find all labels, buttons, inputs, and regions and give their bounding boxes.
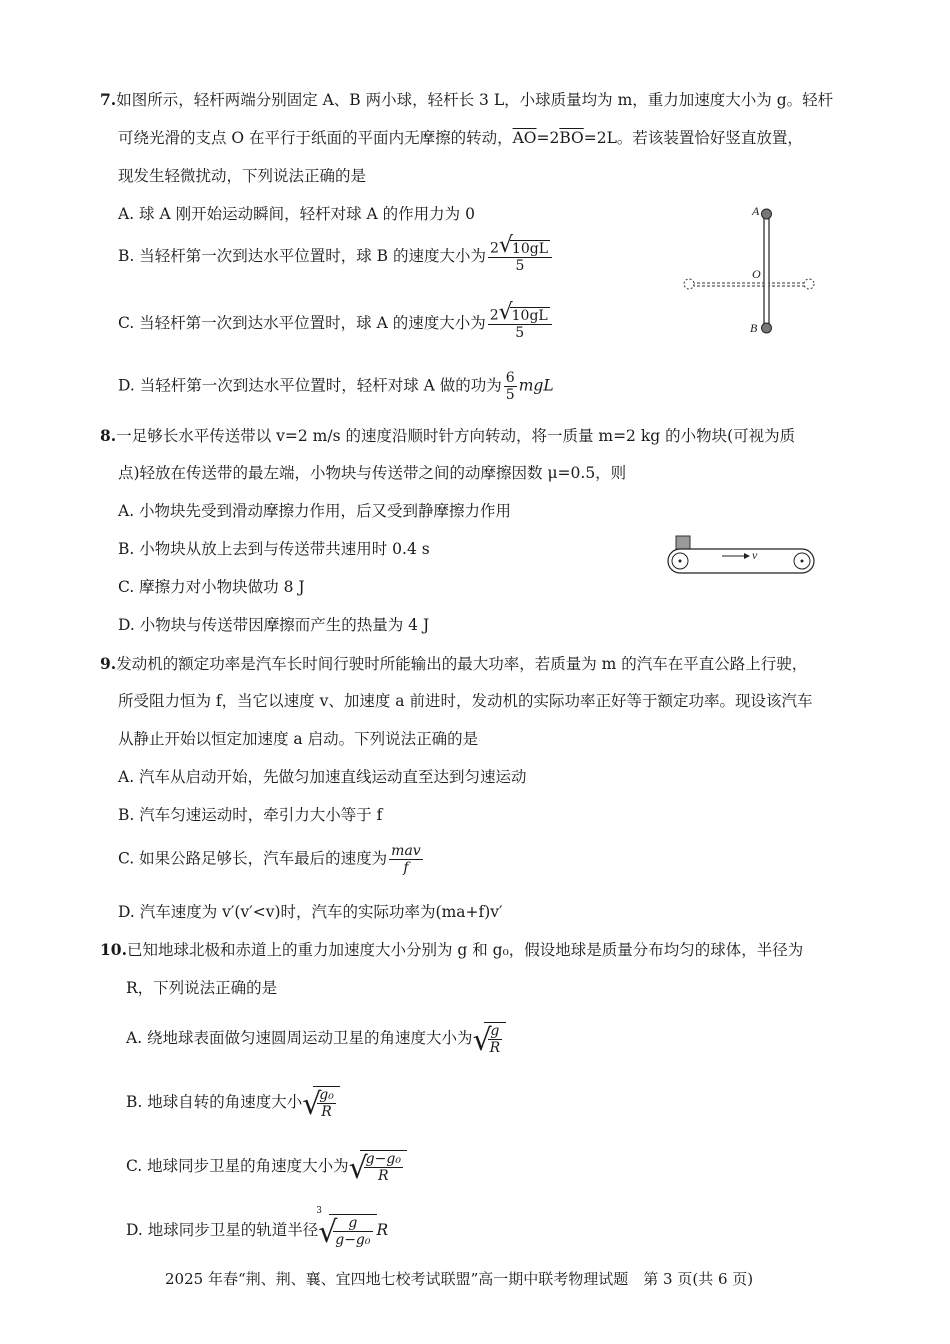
q10-option-a: A. 绕地球表面做匀速圆周运动卫星的角速度大小为 √ $\frac{g}{R}$ (126, 1022, 506, 1056)
q8-option-d: D. 小物块与传送带因摩擦而产生的热量为 4 J (118, 616, 430, 634)
q10-option-b: B. 地球自转的角速度大小 √ $\frac{\text{g₀}}{R}$ (126, 1086, 340, 1120)
q8-option-a: A. 小物块先受到滑动摩擦力作用，后又受到静摩擦力作用 (118, 502, 512, 520)
q10-option-d: D. 地球同步卫星的轨道半径 3 √ $\frac{g}{\text{g−g₀}}$ R (126, 1206, 389, 1250)
q8-conveyor-figure (662, 532, 822, 582)
q7-number: 7. (100, 90, 117, 109)
page-footer: 2025 年春“荆、荆、襄、宜四地七校考试联盟”高一期中联考物理试题 第 3 页(共 6 页) (165, 1270, 754, 1288)
q7-c-fraction: 2 √ 10gL 5 (488, 307, 552, 341)
q7-option-c: C. 当轻杆第一次到达水平位置时，球 A 的速度大小为 2 √ 10gL 5 (118, 307, 554, 341)
q9-line3: 从静止开始以恒定加速度 a 启动。下列说法正确的是 (118, 730, 479, 748)
fig-label-a: A (752, 204, 760, 218)
q7-d-fraction: $\frac{6}{5}$ (505, 370, 515, 403)
q7-line2: 可绕光滑的支点 O 在平行于纸面的平面内无摩擦的转动，$\overline{AO}=2\overline{BO}=2L$。若该装置恰好竖直放置， (118, 129, 803, 147)
q7-option-b: B. 当轻杆第一次到达水平位置时，球 B 的速度大小为 2 √ 10gL 5 (118, 240, 554, 274)
q9-line1: 9.发动机的额定功率是汽车长时间行驶时所能输出的最大功率，若质量为 m 的汽车在平直公路上行驶， (100, 654, 808, 673)
q10-line2: R，下列说法正确的是 (126, 979, 278, 997)
q8-line1: 8.一足够长水平传送带以 v=2 m/s 的速度沿顺时针方向转动，将一质量 m=2 kg 的小物块(可视为质 (100, 426, 796, 445)
q10-line1: 10.已知地球北极和赤道上的重力加速度大小分别为 g 和 g₀，假设地球是质量分布均匀的球体，半径为 (100, 940, 804, 959)
fig-label-b: B (750, 321, 758, 335)
q8-option-b: B. 小物块从放上去到与传送带共速用时 0.4 s (118, 540, 430, 558)
q7-b-fraction: 2 √ 10gL 5 (488, 240, 552, 274)
q10-option-c: C. 地球同步卫星的角速度大小为 √ $\frac{\text{g−g₀}}{R}$ (126, 1150, 407, 1184)
q7-rod-figure (675, 195, 825, 345)
q9-option-d: D. 汽车速度为 v′(v′<v)时，汽车的实际功率为(ma+f)v′ (118, 903, 503, 921)
q7-option-d: D. 当轻杆第一次到达水平位置时，轻杆对球 A 做的功为 $\frac{6}{5}$ mgL (118, 370, 554, 403)
q9-option-c: C. 如果公路足够长，汽车最后的速度为 $\frac{\text{mav}}{f}$ (118, 843, 421, 876)
fig-label-o: O (752, 267, 761, 281)
fig-label-v: v (752, 548, 758, 562)
q9-option-b: B. 汽车匀速运动时，牵引力大小等于 f (118, 806, 383, 824)
q8-option-c: C. 摩擦力对小物块做功 8 J (118, 578, 305, 596)
q8-line2: 点)轻放在传送带的最左端，小物块与传送带之间的动摩擦因数 μ=0.5，则 (118, 464, 627, 482)
q7-line1: 7.如图所示，轻杆两端分别固定 A、B 两小球，轻杆长 3 L，小球质量均为 m，重力加速度大小为 g。轻杆 (100, 90, 834, 109)
q7-line3: 现发生轻微扰动，下列说法正确的是 (118, 167, 367, 185)
q9-option-a: A. 汽车从启动开始，先做匀加速直线运动直至达到匀速运动 (118, 768, 527, 786)
q7-option-a: A. 球 A 刚开始运动瞬间，轻杆对球 A 的作用力为 0 (118, 205, 475, 223)
q9-line2: 所受阻力恒为 f，当它以速度 v、加速度 a 前进时，发动机的实际功率正好等于额定功率。现设该汽车 (118, 692, 813, 710)
